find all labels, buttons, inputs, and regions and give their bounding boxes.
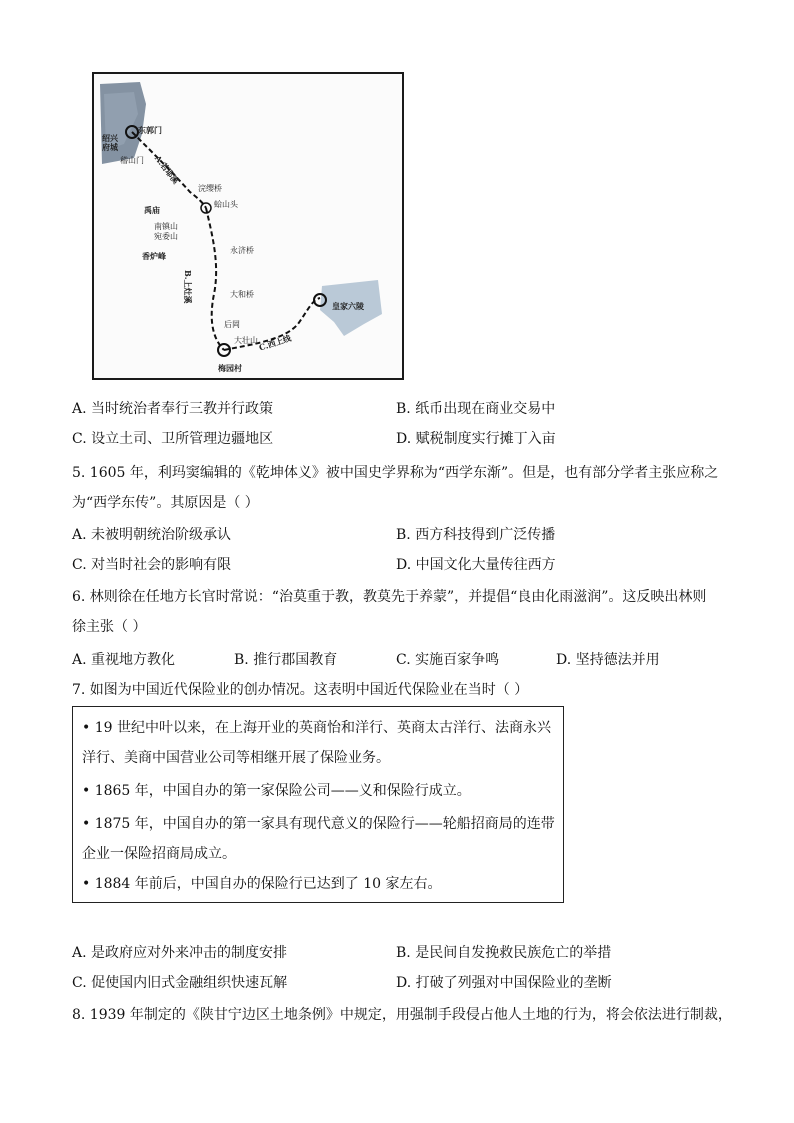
box-bullet3-line1: • 1875 年，中国自办的第一家具有现代意义的保险行——轮船招商局的连带 [82,816,555,832]
route-map-drawing [94,74,404,380]
map-label-jishanmen: 稽山门 [120,156,144,165]
map-label-meiyuancun: 梅园村 [218,363,242,373]
q5-option-d: D. 中国文化大量传往西方 [396,557,556,573]
box-bullet2: • 1865 年，中国自办的第一家保险公司——义和保险行成立。 [82,783,471,799]
q6-option-a: A. 重视地方教化 [72,652,176,668]
q4-option-c: C. 设立土司、卫所管理边疆地区 [72,431,274,447]
map-label-route-c: C.西上线 [257,332,293,353]
map-label-dashibi: 大壮山 [234,336,258,345]
box-bullet3-line2: 企业一保险招商局成立。 [82,846,236,862]
map-label-route-b: B.上灶溪 [183,270,193,304]
q4-option-a: A. 当时统治者奉行三教并行政策 [72,401,274,417]
q5-option-b: B. 西方科技得到广泛传播 [396,527,556,543]
q4-option-d: D. 赋税制度实行摊丁入亩 [396,431,556,447]
q6-option-b: B. 推行郡国教育 [234,652,338,668]
map-label-yuyingqiao: 浣缨桥 [198,184,222,193]
map-label-route-a: A.若耶溪 [152,153,182,186]
q6-option-d: D. 坚持德法并用 [556,652,660,668]
q6-stem-line1: 6. 林则徐在任地方长官时常说：“治莫重于教，教莫先于养蒙”，并提倡“良由化雨滋润”。这反映出林则 [72,589,707,605]
map-label-mausoleum: 皇家六陵 [332,301,364,311]
q5-option-c: C. 对当时社会的影响有限 [72,557,232,573]
q7-option-c: C. 促使国内旧式金融组织快速瓦解 [72,975,288,991]
q5-stem-line2: 为“西学东传”。其原因是（ ） [72,495,259,511]
q6-option-c: C. 实施百家争鸣 [396,652,500,668]
map-label-dongguomen: 东郭门 [138,125,162,135]
box-bullet4: • 1884 年前后，中国自办的保险行已达到了 10 家左右。 [82,876,442,892]
map-label-yumiao: 禹庙 [144,205,160,215]
q7-option-b: B. 是民间自发挽救民族危亡的举措 [396,945,612,961]
map-label-nanzhenshan: 南镇山 [154,222,178,231]
q8-stem-line1: 8. 1939 年制定的《陕甘宁边区土地条例》中规定，用强制手段侵占他人土地的行为，将会依法进行制裁， [72,1007,732,1023]
q5-option-a: A. 未被明朝统治阶级承认 [72,527,232,543]
q7-option-a: A. 是政府应对外来冲击的制度安排 [72,945,288,961]
box-bullet1-line2: 洋行、美商中国营业公司等相继开展了保险业务。 [82,750,390,766]
q5-stem-line1: 5. 1605 年，利玛窦编辑的《乾坤体义》被中国史学界称为“西学东渐”。但是，也有部分学者主张应称之 [72,465,719,481]
map-label-ganshantou: 蛤山头 [214,200,238,209]
q7-stem: 7. 如图为中国近代保险业的创办情况。这表明中国近代保险业在当时（ ） [72,682,529,698]
map-label-wanweishan: 宛委山 [154,232,178,241]
q7-option-d: D. 打破了列强对中国保险业的垄断 [396,975,612,991]
map-label-xianglufeng: 香炉峰 [142,251,166,261]
map-label-yongjiqiao: 永济桥 [230,246,254,255]
insurance-history-box [72,706,564,903]
box-bullet1-line1: • 19 世纪中叶以来，在上海开业的英商怡和洋行、英商太古洋行、法商永兴 [82,720,551,736]
route-b-line [206,208,224,350]
route-map-figure [92,72,404,380]
q4-option-b: B. 纸币出现在商业交易中 [396,401,556,417]
map-label-houyan: 后岡 [224,320,240,329]
map-label-shaoxing: 绍兴 府城 [102,133,118,152]
map-label-daheqiao: 大和桥 [230,290,254,299]
q6-stem-line2: 徐主张（ ） [72,619,147,635]
